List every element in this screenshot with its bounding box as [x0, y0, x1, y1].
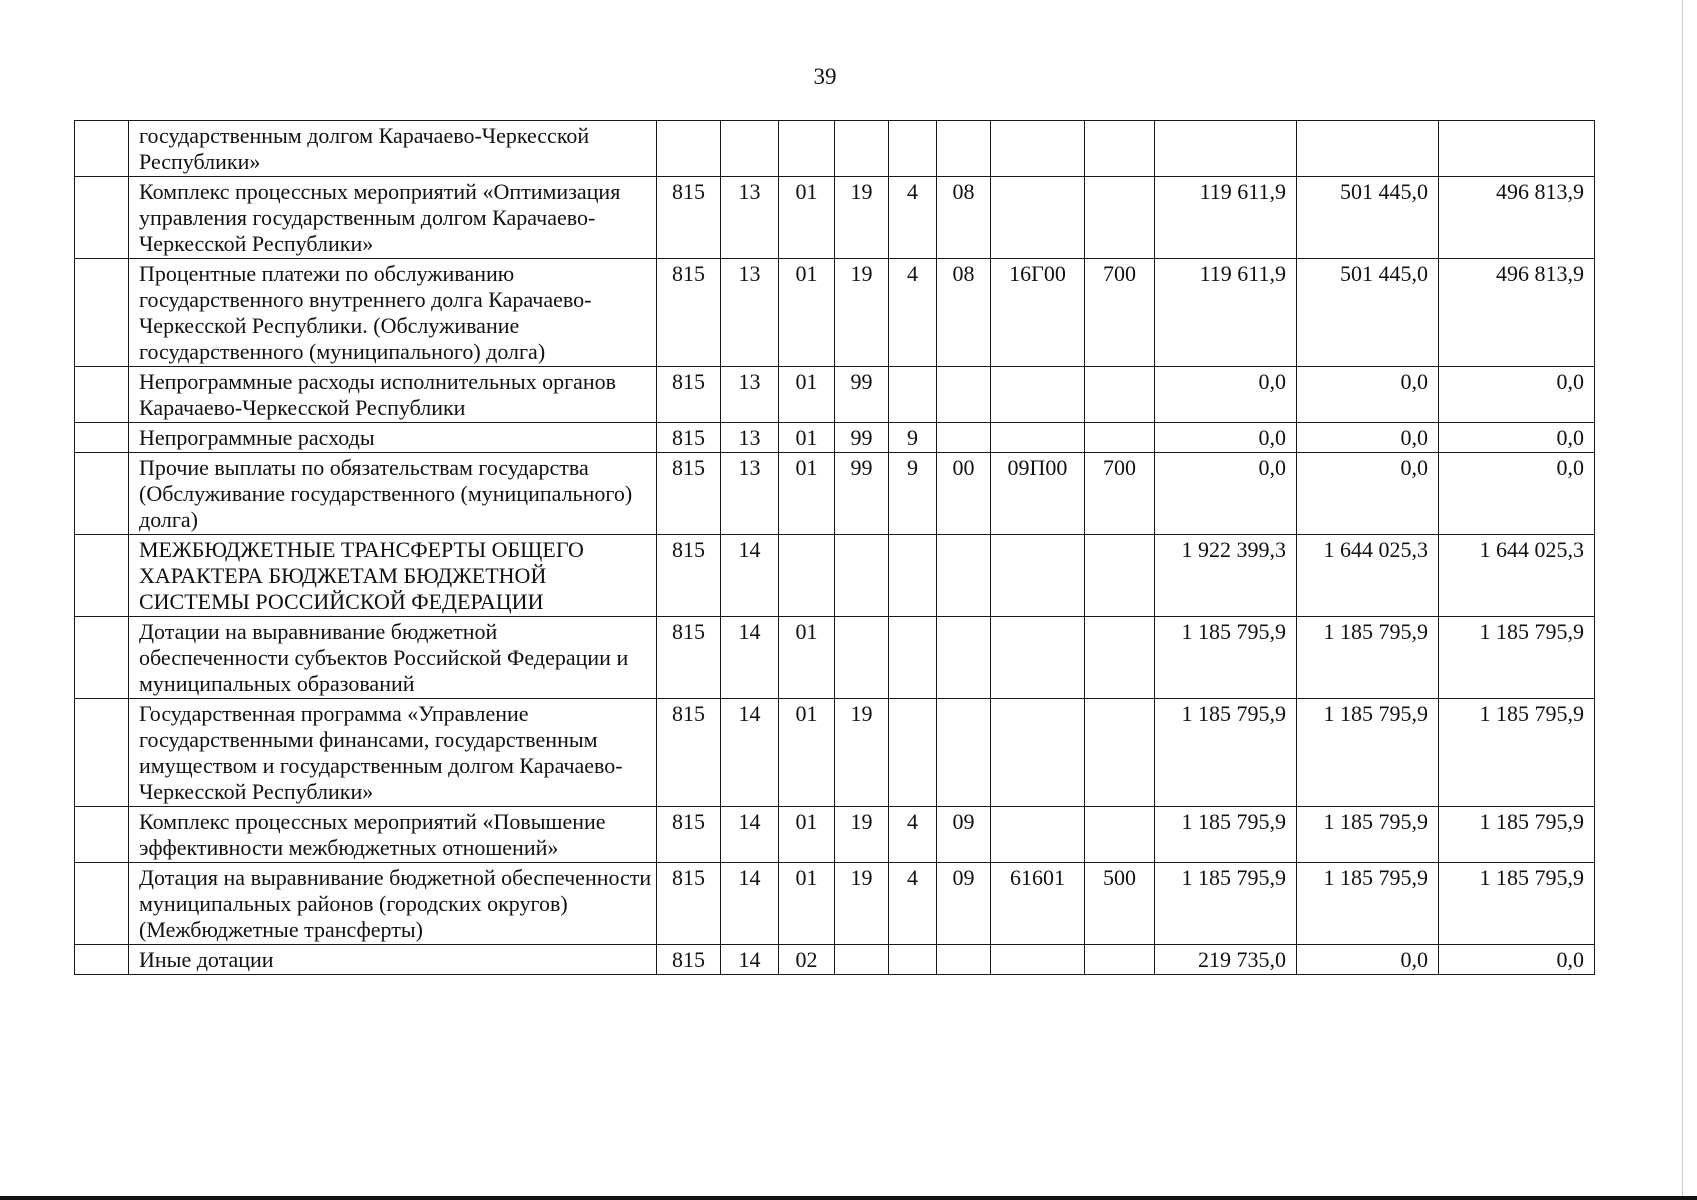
amount-year-1: 1 922 399,3: [1155, 535, 1297, 617]
amount-year-2: 0,0: [1297, 423, 1439, 453]
item-name: Дотация на выравнивание бюджетной обеспеченности муниципальных районов (городских округов) (Межбюджетные трансферты): [129, 863, 657, 945]
program-code: [835, 121, 889, 177]
admin-code: 815: [657, 807, 721, 863]
direction-code: 08: [937, 259, 991, 367]
budget-table: [74, 120, 1595, 975]
subsection-code: 01: [779, 617, 835, 699]
scan-edge-line: [1682, 0, 1683, 1200]
blank-cell: [75, 617, 129, 699]
section-code: 14: [721, 863, 779, 945]
amount-year-3: 1 185 795,9: [1439, 617, 1595, 699]
type-code: 9: [889, 423, 937, 453]
type-code: 4: [889, 863, 937, 945]
amount-year-1: 119 611,9: [1155, 259, 1297, 367]
program-code: 99: [835, 367, 889, 423]
target-article-code: [991, 177, 1085, 259]
table-body: [75, 121, 1595, 975]
section-code: 14: [721, 535, 779, 617]
admin-code: 815: [657, 945, 721, 975]
target-article-code: [991, 367, 1085, 423]
amount-year-2: 0,0: [1297, 945, 1439, 975]
amount-year-3: 0,0: [1439, 367, 1595, 423]
blank-cell: [75, 863, 129, 945]
amount-year-3: [1439, 121, 1595, 177]
target-article-code: 09П00: [991, 453, 1085, 535]
expense-type-code: 700: [1085, 259, 1155, 367]
amount-year-3: 1 185 795,9: [1439, 807, 1595, 863]
admin-code: 815: [657, 453, 721, 535]
blank-cell: [75, 945, 129, 975]
amount-year-1: 0,0: [1155, 423, 1297, 453]
direction-code: 09: [937, 863, 991, 945]
subsection-code: 01: [779, 367, 835, 423]
target-article-code: [991, 121, 1085, 177]
section-code: 13: [721, 367, 779, 423]
amount-year-1: 1 185 795,9: [1155, 699, 1297, 807]
amount-year-2: 1 185 795,9: [1297, 617, 1439, 699]
amount-year-2: [1297, 121, 1439, 177]
target-article-code: [991, 535, 1085, 617]
target-article-code: [991, 423, 1085, 453]
type-code: [889, 367, 937, 423]
admin-code: 815: [657, 367, 721, 423]
direction-code: [937, 121, 991, 177]
subsection-code: 01: [779, 177, 835, 259]
table-row: [75, 177, 1595, 259]
amount-year-1: 1 185 795,9: [1155, 863, 1297, 945]
expense-type-code: [1085, 945, 1155, 975]
admin-code: 815: [657, 617, 721, 699]
direction-code: [937, 535, 991, 617]
target-article-code: [991, 617, 1085, 699]
target-article-code: [991, 945, 1085, 975]
expense-type-code: [1085, 535, 1155, 617]
expense-type-code: [1085, 423, 1155, 453]
direction-code: [937, 945, 991, 975]
subsection-code: 01: [779, 699, 835, 807]
expense-type-code: 500: [1085, 863, 1155, 945]
expense-type-code: [1085, 367, 1155, 423]
type-code: [889, 617, 937, 699]
subsection-code: 01: [779, 863, 835, 945]
direction-code: [937, 423, 991, 453]
expense-type-code: [1085, 699, 1155, 807]
amount-year-1: 1 185 795,9: [1155, 617, 1297, 699]
type-code: 4: [889, 177, 937, 259]
item-name: МЕЖБЮДЖЕТНЫЕ ТРАНСФЕРТЫ ОБЩЕГО ХАРАКТЕРА БЮДЖЕТАМ БЮДЖЕТНОЙ СИСТЕМЫ РОССИЙСКОЙ ФЕДЕРАЦИИ: [129, 535, 657, 617]
admin-code: 815: [657, 699, 721, 807]
type-code: 4: [889, 259, 937, 367]
section-code: 14: [721, 617, 779, 699]
table-row: [75, 617, 1595, 699]
amount-year-3: 496 813,9: [1439, 259, 1595, 367]
item-name: Государственная программа «Управление государственными финансами, государственным имуществом и государственным долгом Карачаево-Черкесской Республики»: [129, 699, 657, 807]
blank-cell: [75, 177, 129, 259]
table-row: [75, 535, 1595, 617]
type-code: [889, 121, 937, 177]
section-code: 14: [721, 945, 779, 975]
expense-type-code: 700: [1085, 453, 1155, 535]
amount-year-2: 1 185 795,9: [1297, 807, 1439, 863]
subsection-code: 01: [779, 259, 835, 367]
amount-year-1: 219 735,0: [1155, 945, 1297, 975]
amount-year-2: 501 445,0: [1297, 177, 1439, 259]
item-name: Непрограммные расходы: [129, 423, 657, 453]
type-code: 9: [889, 453, 937, 535]
amount-year-2: 1 185 795,9: [1297, 863, 1439, 945]
admin-code: 815: [657, 423, 721, 453]
target-article-code: [991, 699, 1085, 807]
item-name: Процентные платежи по обслуживанию государственного внутреннего долга Карачаево-Черкесской Республики. (Обслуживание государственного (муниципального) долга): [129, 259, 657, 367]
program-code: [835, 617, 889, 699]
table-row: [75, 807, 1595, 863]
amount-year-2: 1 185 795,9: [1297, 699, 1439, 807]
table-row: [75, 699, 1595, 807]
amount-year-2: 501 445,0: [1297, 259, 1439, 367]
table-row: [75, 367, 1595, 423]
amount-year-1: 0,0: [1155, 453, 1297, 535]
amount-year-3: 0,0: [1439, 423, 1595, 453]
amount-year-2: 1 644 025,3: [1297, 535, 1439, 617]
amount-year-3: 0,0: [1439, 453, 1595, 535]
table-row: [75, 863, 1595, 945]
section-code: 13: [721, 177, 779, 259]
scan-bottom-line: [0, 1196, 1697, 1200]
direction-code: 00: [937, 453, 991, 535]
expense-type-code: [1085, 807, 1155, 863]
page-number: 39: [813, 64, 837, 89]
program-code: 19: [835, 699, 889, 807]
program-code: [835, 945, 889, 975]
program-code: [835, 535, 889, 617]
program-code: 99: [835, 453, 889, 535]
amount-year-3: 1 644 025,3: [1439, 535, 1595, 617]
direction-code: [937, 699, 991, 807]
expense-type-code: [1085, 617, 1155, 699]
program-code: 19: [835, 259, 889, 367]
section-code: [721, 121, 779, 177]
section-code: 13: [721, 423, 779, 453]
item-name: Прочие выплаты по обязательствам государства (Обслуживание государственного (муниципального) долга): [129, 453, 657, 535]
target-article-code: [991, 807, 1085, 863]
table-row: [75, 945, 1595, 975]
subsection-code: 02: [779, 945, 835, 975]
direction-code: [937, 617, 991, 699]
subsection-code: 01: [779, 807, 835, 863]
section-code: 14: [721, 699, 779, 807]
type-code: [889, 699, 937, 807]
program-code: 19: [835, 807, 889, 863]
blank-cell: [75, 699, 129, 807]
item-name: Комплекс процессных мероприятий «Повышение эффективности межбюджетных отношений»: [129, 807, 657, 863]
amount-year-3: 496 813,9: [1439, 177, 1595, 259]
blank-cell: [75, 259, 129, 367]
subsection-code: 01: [779, 423, 835, 453]
item-name: Дотации на выравнивание бюджетной обеспеченности субъектов Российской Федерации и муниципальных образований: [129, 617, 657, 699]
subsection-code: [779, 535, 835, 617]
target-article-code: 16Г00: [991, 259, 1085, 367]
item-name: Комплекс процессных мероприятий «Оптимизация управления государственным долгом Карачаево-Черкесской Республики»: [129, 177, 657, 259]
type-code: [889, 945, 937, 975]
type-code: [889, 535, 937, 617]
target-article-code: 61601: [991, 863, 1085, 945]
expense-type-code: [1085, 121, 1155, 177]
table-row: [75, 423, 1595, 453]
amount-year-2: 0,0: [1297, 367, 1439, 423]
blank-cell: [75, 367, 129, 423]
item-name: Непрограммные расходы исполнительных органов Карачаево-Черкесской Республики: [129, 367, 657, 423]
amount-year-3: 1 185 795,9: [1439, 699, 1595, 807]
subsection-code: [779, 121, 835, 177]
amount-year-1: 119 611,9: [1155, 177, 1297, 259]
program-code: 19: [835, 177, 889, 259]
admin-code: 815: [657, 863, 721, 945]
admin-code: [657, 121, 721, 177]
section-code: 13: [721, 259, 779, 367]
blank-cell: [75, 535, 129, 617]
item-name: Иные дотации: [129, 945, 657, 975]
admin-code: 815: [657, 177, 721, 259]
table-row: [75, 453, 1595, 535]
blank-cell: [75, 453, 129, 535]
blank-cell: [75, 807, 129, 863]
direction-code: 08: [937, 177, 991, 259]
amount-year-1: 1 185 795,9: [1155, 807, 1297, 863]
amount-year-1: [1155, 121, 1297, 177]
expense-type-code: [1085, 177, 1155, 259]
amount-year-3: 1 185 795,9: [1439, 863, 1595, 945]
amount-year-3: 0,0: [1439, 945, 1595, 975]
program-code: 19: [835, 863, 889, 945]
admin-code: 815: [657, 535, 721, 617]
type-code: 4: [889, 807, 937, 863]
table-row: [75, 259, 1595, 367]
subsection-code: 01: [779, 453, 835, 535]
blank-cell: [75, 121, 129, 177]
direction-code: [937, 367, 991, 423]
section-code: 14: [721, 807, 779, 863]
table-row: [75, 121, 1595, 177]
section-code: 13: [721, 453, 779, 535]
item-name: государственным долгом Карачаево-Черкесской Республики»: [129, 121, 657, 177]
program-code: 99: [835, 423, 889, 453]
admin-code: 815: [657, 259, 721, 367]
amount-year-1: 0,0: [1155, 367, 1297, 423]
blank-cell: [75, 423, 129, 453]
amount-year-2: 0,0: [1297, 453, 1439, 535]
direction-code: 09: [937, 807, 991, 863]
